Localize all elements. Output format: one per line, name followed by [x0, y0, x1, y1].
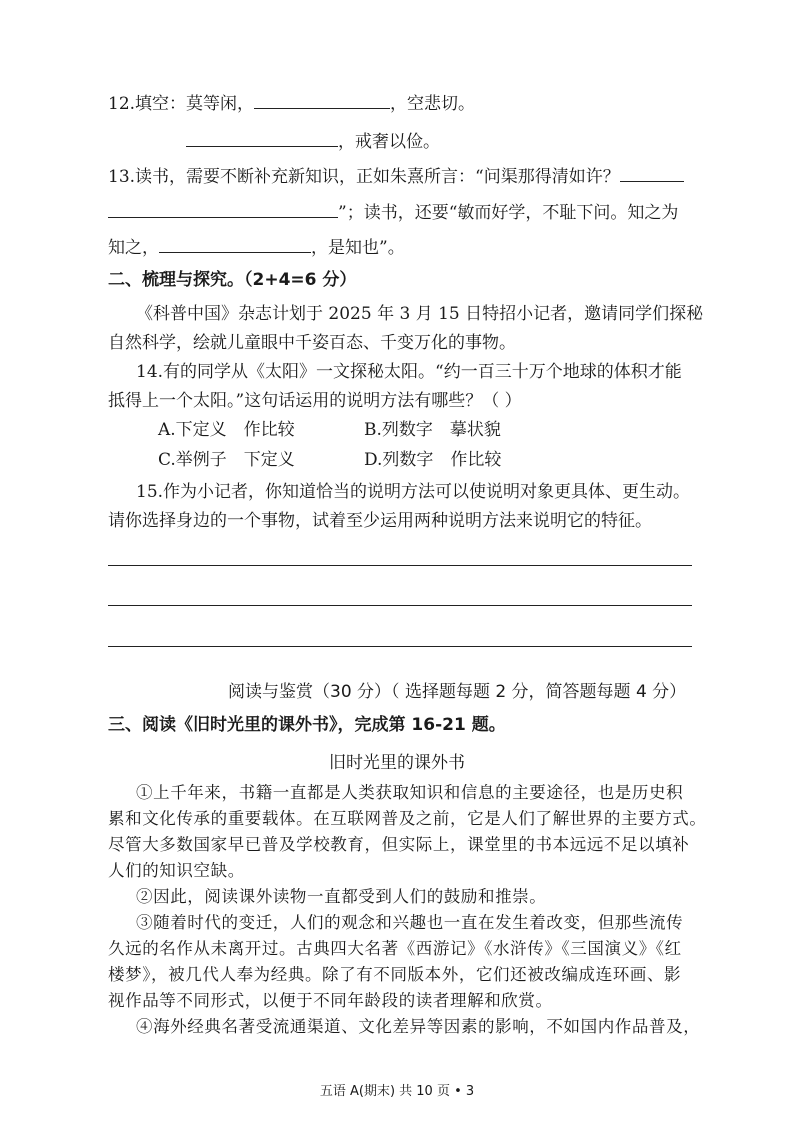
section2-heading: 二、梳理与探究。（2+4=6 分） [108, 270, 357, 290]
section2-intro-2: 自然科学，绘就儿童眼中千姿百态、千变万化的事物。 [108, 333, 516, 353]
paragraph-line: 累和文化传承的重要载体。在互联网普及之前，它是人们了解世界的主要方式。 [108, 809, 707, 828]
q14-line2: 抵得上一个太阳。”这句话运用的说明方法有哪些？（ ） [108, 391, 522, 411]
q12-blank-2[interactable] [186, 128, 338, 147]
q14-line1: 14.有的同学从《太阳》一文探秘太阳。“约一百三十万个地球的体积才能 [136, 362, 682, 382]
q13-blank-1b[interactable] [108, 199, 338, 218]
paragraph-line: 楼梦》，被几代人奉为经典。除了有不同版本外，它们还被改编成连环画、影 [108, 965, 682, 984]
q12-line1 [108, 90, 694, 116]
q13-blank-1a[interactable] [620, 163, 684, 182]
article-title: 旧时光里的课外书 [329, 753, 465, 773]
q12-blank-1[interactable] [254, 90, 390, 109]
q13-line3 [108, 234, 694, 260]
paragraph-line: 视作品等不同形式，以便于不同年龄段的读者理解和欣赏。 [108, 991, 553, 1010]
q15-line2: 请你选择身边的一个事物，试着至少运用两种说明方法来说明它的特征。 [108, 511, 652, 531]
paragraph-line: 久远的名作从未离开过。古典四大名著《西游记》《水浒传》《三国演义》《红 [108, 939, 682, 958]
q13-blank-2[interactable] [159, 234, 311, 253]
section2-intro-1: 《科普中国》杂志计划于 2025 年 3 月 15 日特招小记者，邀请同学们探秘 [136, 304, 704, 324]
q12-suffix-2: ，戒奢以俭。 [338, 132, 440, 152]
q13-prompt: 13.读书，需要不断补充新知识，正如朱熹所言：“问渠那得清如许？ [108, 167, 620, 187]
page-footer: 五语 A(期末) 共 10 页 • 3 [319, 1084, 475, 1099]
q12-prompt: 12.填空：莫等闲， [108, 94, 255, 114]
q15-answer-line-3[interactable] [108, 646, 692, 647]
q12-suffix-1: ，空悲切。 [390, 94, 476, 114]
paragraph-line: 尽管大多数国家早已普及学校教育，但实际上，课堂里的书本远远不足以填补 [108, 835, 690, 854]
section3-heading: 三、阅读《旧时光里的课外书》，完成第 16-21 题。 [108, 715, 506, 735]
q14-option-a[interactable]: A.下定义 作比较 [158, 420, 295, 440]
q15-line1: 15.作为小记者，你知道恰当的说明方法可以使说明对象更具体、更生动。 [136, 482, 691, 502]
q13-line2 [108, 199, 694, 225]
q15-answer-line-2[interactable] [108, 605, 692, 606]
paragraph-line: 人们的知识空缺。 [108, 861, 245, 880]
q14-option-d[interactable]: D.列数字 作比较 [364, 450, 502, 470]
paragraph-line: ①上千年来，书籍一直都是人类获取知识和信息的主要途径，也是历史积 [136, 783, 684, 802]
reading-heading: 阅读与鉴赏（30 分）（ 选择题每题 2 分，简答题每题 4 分） [228, 682, 687, 702]
q13-line1 [108, 163, 694, 189]
q13-text-3a: 知之， [108, 238, 159, 258]
q14-option-c[interactable]: C.举例子 下定义 [158, 450, 295, 470]
paragraph-line: ④海外经典名著受流通渠道、文化差异等因素的影响，不如国内作品普及， [136, 1017, 701, 1036]
paragraph-line: ③随着时代的变迁，人们的观念和兴趣也一直在发生着改变，但那些流传 [136, 913, 684, 932]
paragraph-line: ②因此，阅读课外读物一直都受到人们的鼓励和推崇。 [136, 887, 547, 906]
q15-answer-line-1[interactable] [108, 565, 692, 566]
q13-text-3b: ，是知也”。 [311, 238, 405, 258]
q14-option-b[interactable]: B.列数字 摹状貌 [364, 420, 501, 440]
q12-line2 [186, 128, 694, 154]
q13-text-2: ”；读书，还要“敏而好学，不耻下问。知之为 [338, 203, 679, 223]
